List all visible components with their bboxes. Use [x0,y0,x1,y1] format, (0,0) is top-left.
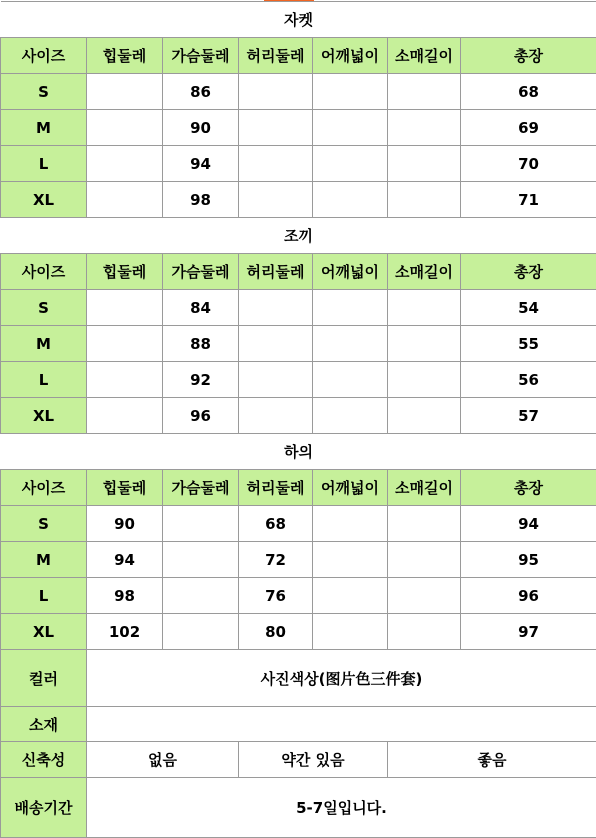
hip-cell [87,110,163,146]
stretch-label: 신축성 [1,742,87,778]
table-row [1,614,596,650]
size-cell: S [1,506,87,542]
hip-cell: 98 [87,578,163,614]
stretch-row [1,742,596,778]
sleeve-cell [388,110,461,146]
header-row [1,470,596,506]
table-row [1,182,596,218]
waist-cell [239,74,313,110]
header-chest: 가슴둘레 [163,470,239,506]
chest-cell: 92 [163,362,239,398]
header-size: 사이즈 [1,470,87,506]
shoulder-cell [313,398,388,434]
length-cell: 96 [461,578,596,614]
size-cell: M [1,110,87,146]
hip-cell [87,362,163,398]
header-size: 사이즈 [1,38,87,74]
sleeve-cell [388,578,461,614]
material-value [87,707,596,742]
table-row [1,398,596,434]
header-shoulder: 어깨넓이 [313,470,388,506]
chest-cell: 96 [163,398,239,434]
length-cell: 54 [461,290,596,326]
chest-cell [163,542,239,578]
table-row [1,74,596,110]
header-length: 총장 [461,470,596,506]
size-cell: M [1,326,87,362]
chest-cell: 98 [163,182,239,218]
stretch-option-good: 좋음 [388,742,596,778]
header-shoulder: 어깨넓이 [313,254,388,290]
header-chest: 가슴둘레 [163,254,239,290]
hip-cell: 102 [87,614,163,650]
table-row [1,362,596,398]
size-cell: XL [1,398,87,434]
waist-cell: 76 [239,578,313,614]
size-cell: S [1,290,87,326]
sleeve-cell [388,398,461,434]
sleeve-cell [388,182,461,218]
header-waist: 허리둘레 [239,470,313,506]
header-shoulder: 어깨넓이 [313,38,388,74]
header-waist: 허리둘레 [239,254,313,290]
hip-cell: 90 [87,506,163,542]
hip-cell [87,182,163,218]
shoulder-cell [313,110,388,146]
sleeve-cell [388,614,461,650]
chest-cell [163,506,239,542]
material-label: 소재 [1,707,87,742]
header-chest: 가슴둘레 [163,38,239,74]
chest-cell: 90 [163,110,239,146]
length-cell: 71 [461,182,596,218]
length-cell: 95 [461,542,596,578]
hip-cell: 94 [87,542,163,578]
table-row [1,326,596,362]
waist-cell [239,182,313,218]
header-row [1,38,596,74]
color-value: 사진색상(图片色三件套) [87,650,596,707]
shipping-label: 배송기간 [1,778,87,838]
hip-cell [87,74,163,110]
waist-cell [239,326,313,362]
shoulder-cell [313,614,388,650]
section-title: 자켓 [1,2,596,38]
waist-cell: 68 [239,506,313,542]
sleeve-cell [388,506,461,542]
header-sleeve: 소매길이 [388,38,461,74]
size-cell: M [1,542,87,578]
hip-cell [87,146,163,182]
shipping-value: 5-7일입니다. [87,778,596,838]
chest-cell: 94 [163,146,239,182]
sleeve-cell [388,542,461,578]
header-waist: 허리둘레 [239,38,313,74]
table-row [1,146,596,182]
chest-cell [163,614,239,650]
material-row [1,707,596,742]
sleeve-cell [388,290,461,326]
chest-cell [163,578,239,614]
waist-cell [239,362,313,398]
chest-cell: 86 [163,74,239,110]
waist-cell [239,146,313,182]
waist-cell: 80 [239,614,313,650]
header-sleeve: 소매길이 [388,470,461,506]
shoulder-cell [313,326,388,362]
size-cell: L [1,146,87,182]
waist-cell [239,110,313,146]
length-cell: 55 [461,326,596,362]
shoulder-cell [313,74,388,110]
color-row [1,650,596,707]
header-hip: 힙둘레 [87,470,163,506]
hip-cell [87,290,163,326]
header-length: 총장 [461,254,596,290]
length-cell: 94 [461,506,596,542]
section-title-row [1,218,596,254]
table-row [1,506,596,542]
shoulder-cell [313,362,388,398]
length-cell: 97 [461,614,596,650]
sleeve-cell [388,146,461,182]
header-hip: 힙둘레 [87,38,163,74]
stretch-option-none: 없음 [87,742,239,778]
section-title-row [1,2,596,38]
header-hip: 힙둘레 [87,254,163,290]
length-cell: 69 [461,110,596,146]
section-title: 하의 [1,434,596,470]
size-cell: S [1,74,87,110]
header-length: 총장 [461,38,596,74]
table-row [1,110,596,146]
sleeve-cell [388,362,461,398]
hip-cell [87,326,163,362]
shoulder-cell [313,290,388,326]
shoulder-cell [313,578,388,614]
size-cell: L [1,362,87,398]
size-cell: XL [1,614,87,650]
size-chart-table [0,1,596,838]
table-row [1,578,596,614]
size-cell: L [1,578,87,614]
shipping-row [1,778,596,838]
chest-cell: 88 [163,326,239,362]
color-label: 컬러 [1,650,87,707]
header-sleeve: 소매길이 [388,254,461,290]
length-cell: 57 [461,398,596,434]
waist-cell [239,398,313,434]
header-row [1,254,596,290]
shoulder-cell [313,146,388,182]
waist-cell [239,290,313,326]
shoulder-cell [313,182,388,218]
shoulder-cell [313,506,388,542]
section-title-row [1,434,596,470]
length-cell: 68 [461,74,596,110]
size-cell: XL [1,182,87,218]
table-row [1,542,596,578]
sleeve-cell [388,326,461,362]
table-row [1,290,596,326]
length-cell: 70 [461,146,596,182]
section-title: 조끼 [1,218,596,254]
shoulder-cell [313,542,388,578]
stretch-option-some: 약간 있음 [239,742,388,778]
header-size: 사이즈 [1,254,87,290]
waist-cell: 72 [239,542,313,578]
length-cell: 56 [461,362,596,398]
hip-cell [87,398,163,434]
chest-cell: 84 [163,290,239,326]
sleeve-cell [388,74,461,110]
